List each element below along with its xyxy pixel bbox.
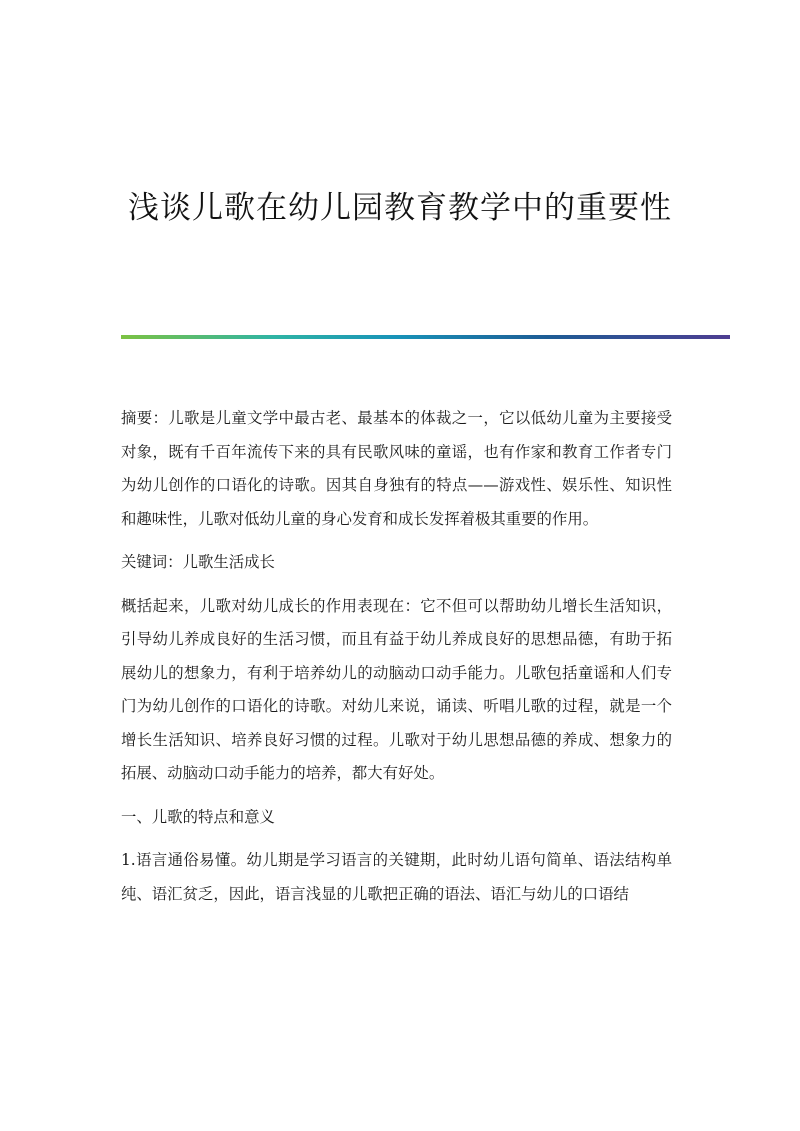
abstract-paragraph: 摘要：儿歌是儿童文学中最古老、最基本的体裁之一，它以低幼儿童为主要接受对象，既有千百年流传下来的具有民歌风味的童谣，也有作家和教育工作者专门为幼儿创作的口语化的诗歌。因其自身独有的特点——游戏性、娱乐性、知识性和趣味性，儿歌对低幼儿童的身心发育和成长发挥着极其重要的作用。 (121, 409, 672, 528)
keywords-line: 关键词：儿歌生活成长 (121, 553, 275, 571)
point-1-paragraph: 1.语言通俗易懂。幼儿期是学习语言的关键期，此时幼儿语句简单、语法结构单纯、语汇贫乏，因此，语言浅显的儿歌把正确的语法、语汇与幼儿的口语结 (121, 851, 672, 903)
intro-paragraph: 概括起来，儿歌对幼儿成长的作用表现在：它不但可以帮助幼儿增长生活知识，引导幼儿养成良好的生活习惯，而且有益于幼儿养成良好的思想品德，有助于拓展幼儿的想象力，有利于培养幼儿的动脑动口动手能力。儿歌包括童谣和人们专门为幼儿创作的口语化的诗歌。对幼儿来说，诵读、听唱儿歌的过程，就是一个增长生活知识、培养良好习惯的过程。儿歌对于幼儿思想品德的养成、想象力的拓展、动脑动口动手能力的培养，都大有好处。 (121, 596, 672, 782)
title-divider (121, 335, 730, 339)
section-heading: 一、儿歌的特点和意义 (121, 807, 275, 826)
document-body (121, 402, 672, 921)
document-title: 浅谈儿歌在幼儿园教育教学中的重要性 (128, 190, 672, 226)
